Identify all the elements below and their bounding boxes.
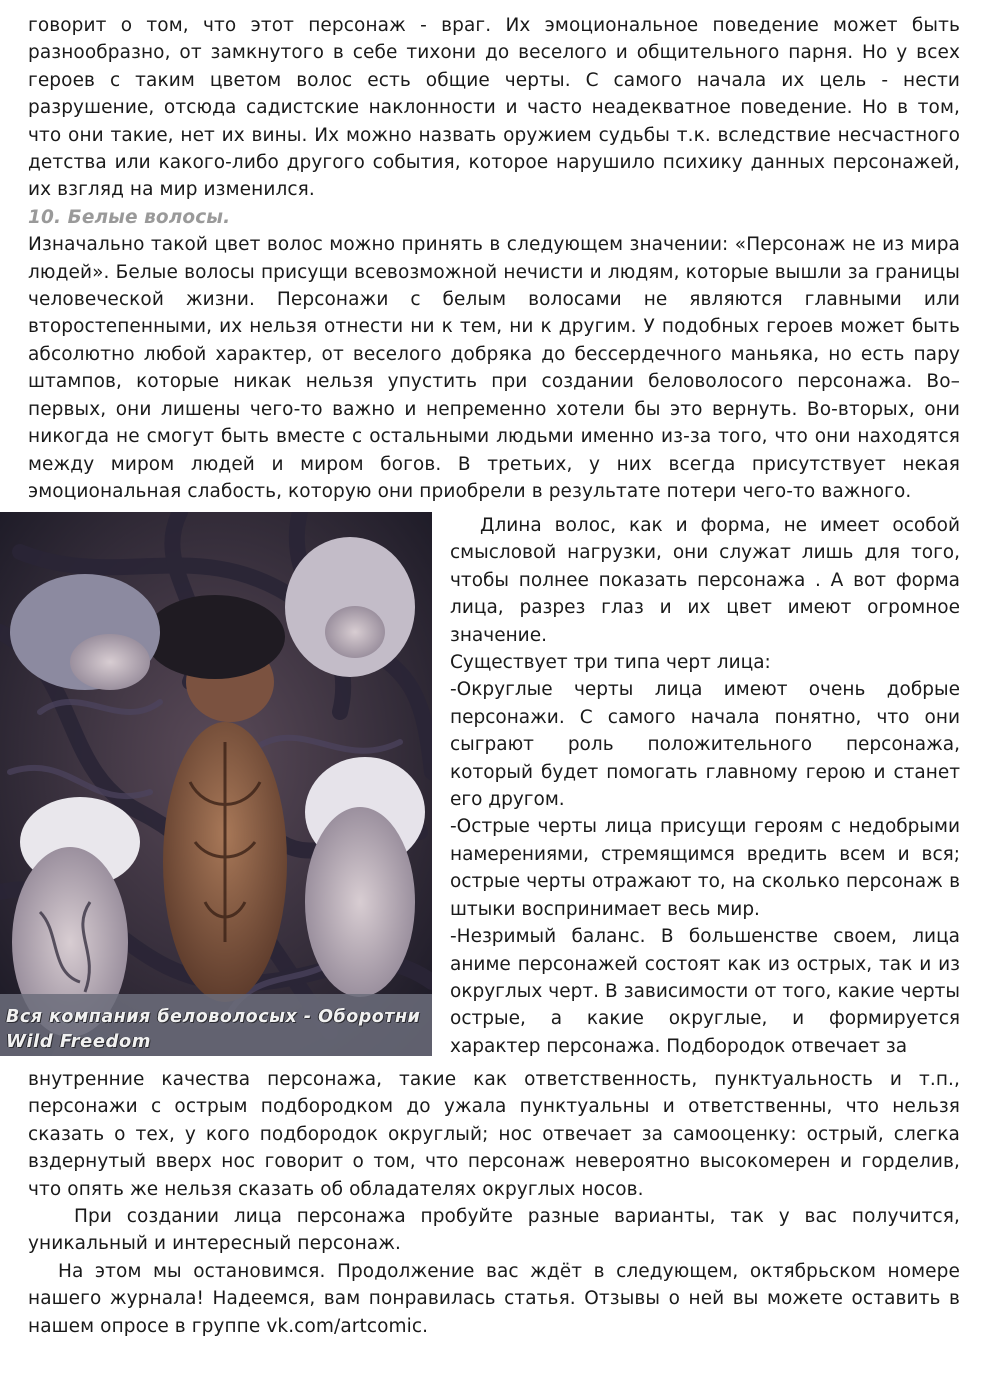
advice-paragraph: При создании лица персонажа пробуйте разные варианты, так у вас получится, уникальный и интересный персонаж. xyxy=(28,1206,960,1255)
illustration-caption-title: Вся компания беловолосых - Оборотни xyxy=(6,1007,421,1027)
illustration-caption-subtitle: Wild Freedom xyxy=(6,1031,151,1052)
top-text-block xyxy=(28,12,960,505)
section-heading: 10. Белые волосы. xyxy=(28,206,231,228)
length-paragraph: Длина волос, как и форма, не имеет особой смысловой нагрузки, они служат лишь для того, чтобы полнее показать персонажа . А вот форма лица, разрез глаз и их цвет имеют огромное значение. xyxy=(450,515,960,646)
illustration-art xyxy=(0,512,432,1056)
werewolves-illustration xyxy=(0,512,432,1056)
white-hair-paragraph: Изначально такой цвет волос можно принять в следующем значении: «Персонаж не из мира людей». Белые волосы присущи всевозможной нечисти и людям, которые вышли за границы человеческой жизни. Персонажи с белым волосами не являются главными или второстепенными, их нельзя отнести ни к тем, ни к другим. У подобных героев может быть абсолютно любой характер, от веселого добряка до бессердечного маньяка, но есть пару штампов, которые никак нельзя упустить при создании беловолосого персонажа. Во–первых, они лишены чего-то важно и непременно хотели бы это вернуть. Во-вторых, они никогда не смогут быть вместе с остальными людьми именно из-за того, что они находятся между миром людей и миром богов. В третьих, у них всегда присутствует некая эмоциональная слабость, которую они приобрели в результате потери чего-то важного. xyxy=(28,234,960,502)
sharp-features-paragraph: -Острые черты лица присущи героям с недобрыми намерениями, стремящимся вредить всем и вся; острые черты отражают то, на сколько персонаж в штыки воспринимает весь мир. xyxy=(450,816,960,920)
balance-paragraph-continued: внутренние качества персонажа, такие как ответственность, пунктуальность и т.п., персонажи с острым подбородком до ужала пунктуальны и ответственны, что нельзя сказать о тех, у кого подбородок округлый; нос отвечает за самооценку: острый, слегка вздернутый вверх нос говорит о том, что персонаж невероятно высокомерен и горделив, что опять же нельзя сказать об обладателях округлых носов. xyxy=(28,1069,960,1200)
intro-paragraph: говорит о том, что этот персонаж - враг. Их эмоциональное поведение может быть разнообразно, от замкнутого в себе тихони до веселого и общительного парня. Но у всех героев с таким цветом волос есть общие черты. С самого начала их цель - нести разрушение, отсюда садистские наклонности и часто неадекватное поведение. Но в том, что они такие, нет их вины. Их можно назвать оружием судьбы т.к. вследствие несчастного детства или какого-либо другого события, которое нарушило психику данных персонажей, их взгляд на мир изменился. xyxy=(28,15,960,201)
side-text-block xyxy=(450,512,960,1060)
face-types-intro: Существует три типа черт лица: xyxy=(450,652,771,674)
closing-paragraph: На этом мы остановимся. Продолжение вас ждёт в следующем, октябрьском номере нашего журнала! Надеемся, вам понравилась статья. Отзывы о ней вы можете оставить в нашем опросе в группе vk.com/artcomic. xyxy=(28,1260,960,1337)
round-features-paragraph: -Округлые черты лица имеют очень добрые персонажи. С самого начала понятно, что они сыграют роль положительного персонажа, который будет помогать главному герою и станет его другом. xyxy=(450,679,960,811)
bottom-text-block xyxy=(28,1066,960,1340)
balance-paragraph-start: -Незримый баланс. В большенстве своем, лица аниме персонажей состоят как из острых, так и из округлых черт. В зависимости от того, какие черты острые, а какие округлые, и формируется характер персонажа. Подбородок отвечает за xyxy=(450,926,960,1057)
